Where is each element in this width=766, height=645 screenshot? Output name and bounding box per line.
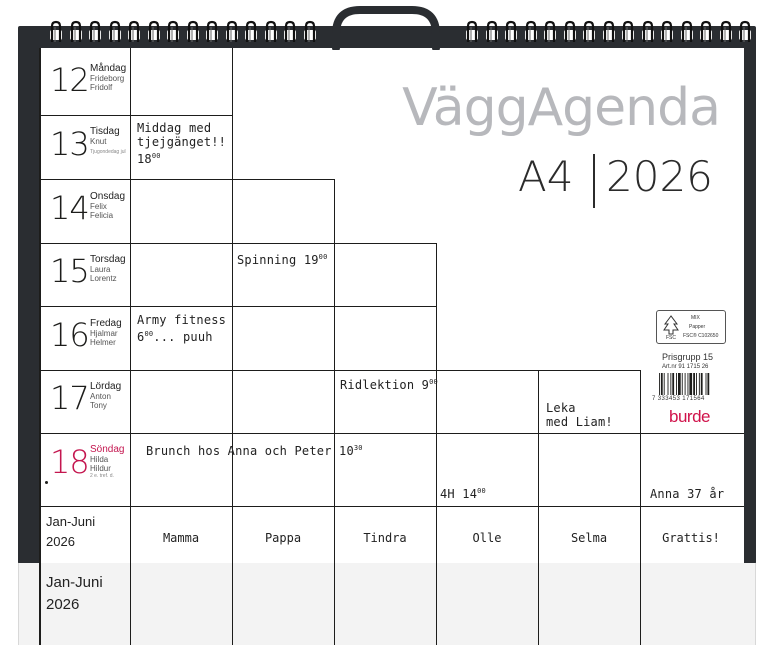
day-name: Söndag <box>90 444 125 455</box>
day-name: Lördag <box>90 381 122 392</box>
barcode-bar <box>678 373 681 395</box>
next-page-period-label: Jan-Juni 2026 <box>46 574 103 613</box>
barcode-bar <box>664 373 665 395</box>
day-name: Onsdag <box>90 191 126 202</box>
column-label-pappa: Pappa <box>264 531 302 545</box>
spiral-ring-icon <box>716 20 736 44</box>
barcode-bar <box>685 373 686 395</box>
subtitle-separator <box>593 154 595 208</box>
entry-leka: Leka med Liam! <box>546 401 613 429</box>
spiral-ring-icon <box>540 20 560 44</box>
column-label-selma: Selma <box>570 531 608 545</box>
spiral-ring-icon <box>599 20 619 44</box>
spiral-ring-icon <box>202 20 222 44</box>
barcode-number: 7 333453 171564 <box>652 396 705 402</box>
grid-row-divider <box>39 115 232 116</box>
barcode-bar <box>682 373 683 395</box>
period-label: Jan-Juni 2026 <box>46 514 96 549</box>
column-label-mamma: Mamma <box>162 531 200 545</box>
barcode-bar <box>688 373 689 395</box>
name-day: Knut <box>90 137 107 146</box>
name-day: Hilda <box>90 455 109 464</box>
spiral-ring-icon <box>657 20 677 44</box>
dot-mark <box>45 481 48 484</box>
name-day: Helmer <box>90 338 116 347</box>
entry-army-fitness: Army fitness $6^{00}$... puuh <box>137 313 227 344</box>
day-info <box>90 318 122 347</box>
next-page-sheet <box>18 563 756 645</box>
grid-row-divider <box>39 506 744 507</box>
day-info <box>90 191 125 220</box>
grid-row-divider <box>39 370 641 371</box>
barcode-bar <box>670 373 671 395</box>
day-info <box>90 63 126 92</box>
name-day: Hjalmar <box>90 329 118 338</box>
day-number: 18 <box>50 443 89 481</box>
day-number: 15 <box>50 252 89 290</box>
spiral-ring-icon <box>261 20 281 44</box>
fsc-mix: MIX <box>691 315 700 321</box>
barcode-bar <box>676 373 677 395</box>
name-day: Hildur <box>90 464 111 473</box>
day-info <box>90 254 126 283</box>
spiral-ring-icon <box>560 20 580 44</box>
fsc-label <box>656 310 726 344</box>
barcode-bar <box>706 373 707 395</box>
name-day: Tony <box>90 401 107 410</box>
spiral-ring-icon <box>163 20 183 44</box>
barcode-icon <box>658 373 728 397</box>
product-title: VäggAgenda <box>402 78 720 138</box>
holiday-note: 2 e. tref. d. <box>90 473 114 479</box>
barcode-bar <box>661 373 663 395</box>
column-label-grattis: Grattis! <box>662 531 720 545</box>
lower-grid-divider <box>39 563 41 645</box>
day-number: 14 <box>50 189 89 227</box>
entry-spinning: Spinning $19^{00}$ <box>237 253 328 267</box>
entry-ridlektion: Ridlektion $9^{00}$ <box>340 378 438 392</box>
name-day: Fridolf <box>90 83 113 92</box>
product-year: 2026 <box>606 152 713 201</box>
barcode-bar <box>689 373 692 395</box>
day-name: Tisdag <box>90 126 120 137</box>
barcode-bar <box>701 373 703 395</box>
spiral-ring-icon <box>66 20 86 44</box>
barcode-bar <box>672 373 674 395</box>
barcode-bar <box>693 373 695 395</box>
spiral-ring-icon <box>280 20 300 44</box>
name-day: Felicia <box>90 211 114 220</box>
spiral-ring-icon <box>618 20 638 44</box>
hanger-hook-icon <box>330 4 442 50</box>
entry-anna-birthday: Anna 37 år <box>650 487 725 501</box>
day-name: Fredag <box>90 318 122 329</box>
spiral-ring-icon <box>696 20 716 44</box>
grid-row-divider <box>39 433 744 434</box>
grid-col-divider <box>436 243 437 563</box>
lower-grid-divider <box>232 563 233 645</box>
lower-grid-divider <box>130 563 131 645</box>
barcode-bar <box>659 373 660 395</box>
barcode-bar <box>668 373 669 395</box>
barcode-bar <box>707 373 709 395</box>
fsc-tree-icon <box>661 314 681 340</box>
product-size: A4 <box>518 152 574 201</box>
lower-grid-divider <box>640 563 641 645</box>
entry-brunch: Brunch hos Anna och Peter $10^{30}$ <box>146 444 363 458</box>
entry-middag: Middag med tjejgänget!! $18^{00}$ <box>137 121 227 166</box>
lower-grid-divider <box>538 563 539 645</box>
spiral-ring-icon <box>124 20 144 44</box>
grid-row-divider <box>39 306 437 307</box>
article-number: Art.nr 91 1715 26 <box>662 364 709 370</box>
day-name: Torsdag <box>90 254 126 265</box>
grid-row-divider <box>39 243 437 244</box>
spiral-ring-icon <box>677 20 697 44</box>
spiral-ring-icon <box>638 20 658 44</box>
spiral-ring-icon <box>241 20 261 44</box>
name-day: Laura <box>90 265 111 274</box>
day-info <box>90 126 126 156</box>
spiral-ring-icon <box>183 20 203 44</box>
price-group: Prisgrupp 15 <box>662 352 714 362</box>
day-name: Måndag <box>90 63 127 74</box>
day-number: 12 <box>50 61 89 99</box>
name-day: Lorentz <box>90 274 117 283</box>
day-number: 13 <box>50 125 89 163</box>
fsc-code: FSC® C102650 <box>683 333 719 339</box>
svg-text:FSC: FSC <box>666 335 676 340</box>
day-number: 17 <box>50 379 89 417</box>
day-info <box>90 381 121 410</box>
spiral-ring-icon <box>144 20 164 44</box>
spiral-ring-icon <box>462 20 482 44</box>
spiral-ring-icon <box>222 20 242 44</box>
spiral-ring-icon <box>105 20 125 44</box>
spiral-ring-icon <box>300 20 320 44</box>
name-day: Anton <box>90 392 111 401</box>
barcode-bar <box>699 373 700 395</box>
brand-logo: burde <box>669 407 710 426</box>
spiral-ring-icon <box>501 20 521 44</box>
lower-grid-divider <box>436 563 437 645</box>
entry-4h: 4H $14^{00}$ <box>440 487 486 501</box>
day-number: 16 <box>50 316 89 354</box>
spiral-ring-icon <box>521 20 541 44</box>
holiday-note: Tjugondedag jul <box>90 149 126 155</box>
barcode-bar <box>696 373 697 395</box>
name-day: Felix <box>90 202 107 211</box>
day-info <box>90 444 124 480</box>
spiral-ring-icon <box>46 20 66 44</box>
grid-row-divider <box>39 179 335 180</box>
column-label-tindra: Tindra <box>363 531 407 545</box>
spiral-ring-icon <box>579 20 599 44</box>
name-day: Frideborg <box>90 74 125 83</box>
spiral-ring-icon <box>482 20 502 44</box>
column-label-olle: Olle <box>472 531 502 545</box>
fsc-paper: Papper <box>689 324 706 330</box>
lower-grid-divider <box>334 563 335 645</box>
spiral-ring-icon <box>85 20 105 44</box>
spiral-ring-icon <box>735 20 755 44</box>
